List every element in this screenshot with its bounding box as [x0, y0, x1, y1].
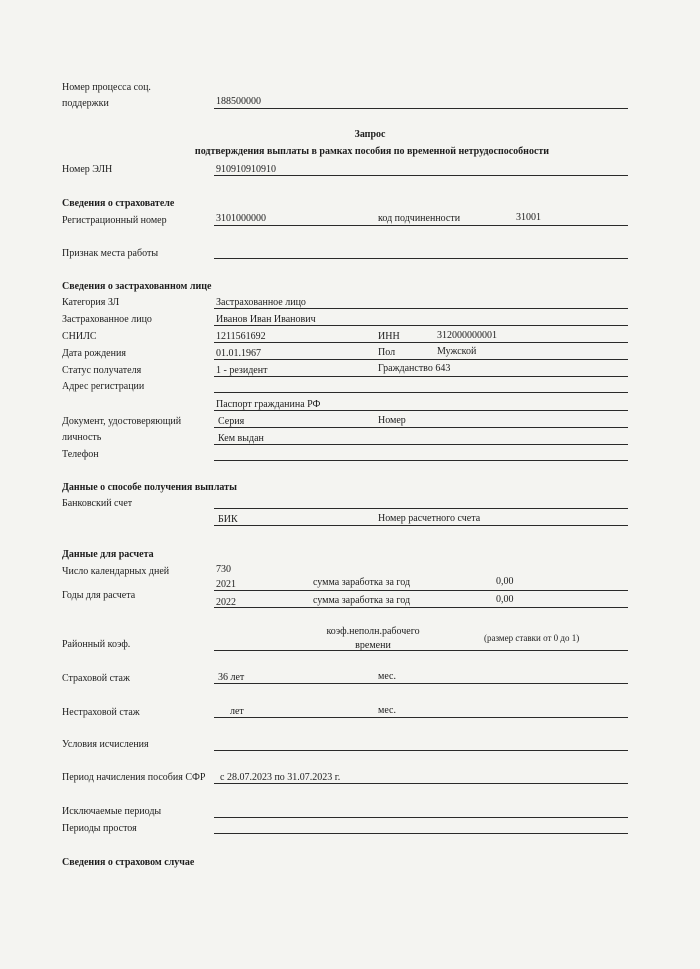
account-number-label: Номер расчетного счета [378, 513, 481, 524]
years-label: Годы для расчета [62, 590, 136, 601]
parttime-coef-line1: коэф.неполн.рабочего [326, 626, 420, 637]
phone-label: Телефон [62, 449, 99, 460]
year2-value: 2022 [216, 597, 236, 608]
eln-value: 910910910910 [216, 164, 276, 175]
year2-underline [214, 607, 628, 608]
address-underline [214, 392, 628, 393]
doc-type-underline [214, 410, 628, 411]
insurer-heading: Сведения о страхователе [62, 198, 175, 209]
insurance-exp-underline [214, 683, 628, 684]
insurance-exp-label: Страховой стаж [62, 673, 130, 684]
noninsurance-exp-months-label: мес. [378, 705, 396, 716]
year2-sum-value: 0,00 [496, 594, 514, 605]
subordination-value: 31001 [516, 212, 541, 223]
year1-sum-label: сумма заработка за год [313, 577, 411, 588]
request-title: Запрос [354, 129, 386, 140]
period-value: с 28.07.2023 по 31.07.2023 г. [220, 772, 341, 783]
series-underline [214, 427, 628, 428]
bik-label: БИК [218, 514, 238, 525]
birth-value: 01.01.1967 [216, 348, 261, 359]
process-number-underline [214, 108, 628, 109]
doc-label-line2: личность [62, 432, 102, 443]
account-underline [214, 508, 628, 509]
excluded-periods-underline [214, 817, 628, 818]
inn-value: 312000000001 [437, 330, 497, 341]
category-label: Категория ЗЛ [62, 297, 120, 308]
person-underline [214, 325, 628, 326]
snils-label: СНИЛС [62, 331, 97, 342]
process-number-label-line2: поддержки [62, 98, 109, 109]
downtime-periods-underline [214, 833, 628, 834]
process-number-value: 188500000 [216, 96, 261, 107]
conditions-underline [214, 750, 628, 751]
snils-underline [214, 342, 628, 343]
workplace-underline [214, 258, 628, 259]
downtime-periods-label: Периоды простоя [62, 823, 137, 834]
eln-underline [214, 175, 628, 176]
request-subtitle: подтверждения выплаты в рамках пособия по временной нетрудоспособности [194, 146, 550, 157]
phone-underline [214, 460, 628, 461]
reg-number-label: Регистрационный номер [62, 215, 167, 226]
issued-underline [214, 444, 628, 445]
period-label: Период начисления пособия СФР [62, 772, 206, 783]
noninsurance-exp-underline [214, 717, 628, 718]
coef-underline [214, 650, 628, 651]
calc-heading: Данные для расчета [62, 549, 154, 560]
category-value: Застрахованное лицо [216, 297, 306, 308]
reg-number-underline [214, 225, 628, 226]
noninsurance-exp-label: Нестраховой стаж [62, 707, 140, 718]
birth-label: Дата рождения [62, 348, 126, 359]
person-value: Иванов Иван Иванович [216, 314, 316, 325]
period-underline [214, 783, 628, 784]
issued-label: Кем выдан [218, 433, 264, 444]
birth-underline [214, 359, 628, 360]
status-label: Статус получателя [62, 365, 142, 376]
subordination-label: код подчиненности [378, 213, 461, 224]
conditions-label: Условия исчисления [62, 739, 149, 750]
series-label: Серия [218, 416, 245, 427]
person-label: Застрахованное лицо [62, 314, 152, 325]
days-value: 730 [216, 564, 231, 575]
year2-sum-label: сумма заработка за год [313, 595, 411, 606]
excluded-periods-label: Исключаемые периоды [62, 806, 162, 817]
account-label: Банковский счет [62, 498, 133, 509]
citizenship-value: Гражданство 643 [378, 363, 451, 374]
year1-underline [214, 590, 628, 591]
rate-note: (размер ставки от 0 до 1) [484, 633, 580, 643]
sex-label: Пол [378, 347, 396, 358]
eln-label: Номер ЭЛН [62, 164, 113, 175]
reg-number-value: 3101000000 [216, 213, 266, 224]
status-underline [214, 376, 628, 377]
category-underline [214, 308, 628, 309]
status-value: 1 - резидент [216, 365, 268, 376]
workplace-label: Признак места работы [62, 248, 159, 259]
insured-heading: Сведения о застрахованном лице [62, 281, 212, 292]
snils-value: 1211561692 [216, 331, 266, 342]
doc-label-line1: Документ, удостоверяющий [62, 416, 182, 427]
inn-label: ИНН [378, 331, 400, 342]
bik-underline [214, 525, 628, 526]
district-coef-label: Районный коэф. [62, 639, 131, 650]
payment-heading: Данные о способе получения выплаты [62, 482, 237, 493]
number-label: Номер [378, 415, 406, 426]
insurance-exp-months-label: мес. [378, 671, 396, 682]
insurance-exp-years: 36 лет [218, 672, 245, 683]
year1-sum-value: 0,00 [496, 576, 514, 587]
days-label: Число календарных дней [62, 566, 170, 577]
doc-type-value: Паспорт гражданина РФ [216, 399, 321, 410]
address-label: Адрес регистрации [62, 381, 145, 392]
process-number-label-line1: Номер процесса соц. [62, 82, 151, 93]
parttime-coef-line2: времени [355, 640, 391, 651]
sex-value: Мужской [437, 346, 477, 357]
year1-value: 2021 [216, 579, 236, 590]
insured-event-heading: Сведения о страховом случае [62, 857, 195, 868]
noninsurance-exp-years: лет [230, 706, 244, 717]
